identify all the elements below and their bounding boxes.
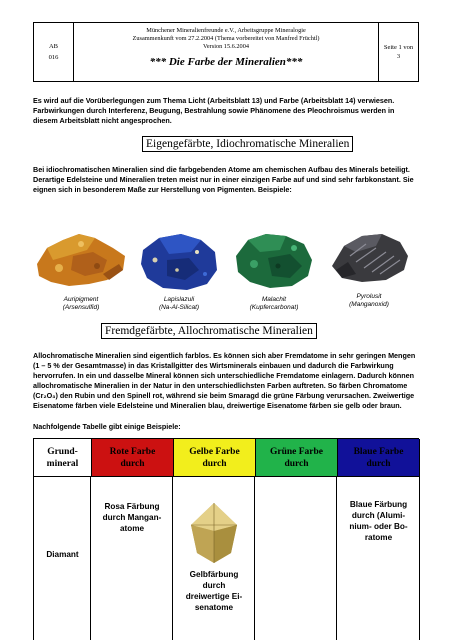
header-line2: durch (120, 458, 145, 469)
cell-yellow-diamant (173, 569, 255, 613)
meeting-line: Zusammenkunft vom 27.2.2004 (Thema vorbereitet von Manfred Früchtl) (132, 35, 320, 42)
header-line1: Grüne Farbe (269, 446, 324, 457)
caption-formula: (Na-Al-Silicat) (158, 304, 200, 311)
header-line2: durch (202, 458, 227, 469)
header-line1: Blaue Farbe (353, 446, 404, 457)
table-intro: Nachfolgende Tabelle gibt einige Beispiele: (33, 422, 181, 431)
cell-line: atome (119, 524, 145, 533)
cell-red-diamant (91, 501, 173, 534)
header-grundmineral (34, 439, 91, 477)
caption-malachit (234, 296, 314, 312)
caption-name: Lapislazuli (163, 296, 195, 303)
pyrolusit-specimen (326, 226, 412, 286)
cell-line: Gelbfärbung (189, 570, 239, 579)
cell-line: ratome (364, 533, 393, 542)
cell-diamant: Diamant (46, 550, 79, 559)
header-line2: durch (284, 458, 309, 469)
section-heading-idiochromatic: Eigengefärbte, Idiochromatische Mineralien (142, 136, 353, 152)
caption-auripigment (41, 296, 121, 312)
header-line1: Grund- (47, 446, 78, 457)
sheet-code: AB (48, 43, 59, 50)
yellow-diamond-crystal (187, 501, 241, 565)
header-red (91, 439, 173, 477)
cell-blue-diamant (337, 499, 420, 543)
cell-line: dreiwertige Ei- (185, 592, 243, 601)
header-center (74, 23, 378, 81)
allochromatic-text-b: So färben Chromatome (Cr₂O₃) den Rubin und den Spinell rot, während sie beim Smaragd die grüne Färbung verursachen. Zweiwertige Eisenatome färben viele Edelsteine und Mineralien blau, dreiwertige Eisenatome färben sie gelb oder braun. (33, 381, 415, 411)
cell-line: senatome (194, 603, 234, 612)
cell-line: nium- oder Bo- (349, 522, 408, 531)
document-header (33, 22, 419, 82)
idiochromatic-paragraph: Bei idiochromatischen Mineralien sind die farbgebenden Atome am chemischen Aufbau des Minerals beteiligt. Derartige Edelsteine und Mineralien treten meist nur in einer einzigen Farbe auf und sind sehr farbkonstant. Sie eignen sich in besonderem Maße zur Herstellung von Pigmenten. Beispiele: (33, 165, 414, 195)
section-heading-allochromatic: Fremdgefärbte, Allochromatische Mineralien (101, 323, 317, 339)
lapislazuli-specimen (137, 230, 221, 292)
malachit-specimen (232, 228, 316, 292)
intro-paragraph: Es wird auf die Vorüberlegungen zum Thema Licht (Arbeitsblatt 13) und Farbe (Arbeitsblatt 14) verwiesen. Farbwirkungen durch Interferenz, Beugung, Bestrahlung sowie Phänomene des Pleochroismus werden in diesem Arbeitsblatt nicht angesprochen. (33, 96, 395, 125)
caption-formula: (Kupfercarbonat) (249, 304, 299, 311)
caption-name: Pyrolusit (356, 293, 382, 300)
sheet-id-cell (34, 23, 74, 81)
version-line: Version 15.6.2004 (203, 43, 249, 50)
header-line2: durch (366, 458, 391, 469)
allochromatic-text-a: Allochromatische Mineralien sind eigentlich farblos. Es können sich aber Fremdatome in sehr geringen Mengen (1 – 5 % der Gesamtmasse) in das Kristallgitter des Wirtsminerals einbauen und dadurch die Farbwirkung hervorrufen. In ein und dasselbe Mineral können sich unterschiedliche Fremdatome einlagern. Dadurch können allochromatische Mineralien in der Natur in den unterschiedlichsten Farben auftreten. (33, 351, 416, 391)
page-label: Seite 1 von (383, 44, 414, 51)
caption-lapislazuli (139, 296, 219, 312)
cell-line: Blaue Färbung (349, 500, 408, 509)
auripigment-specimen (33, 226, 129, 292)
header-line2: mineral (46, 458, 79, 469)
header-green (255, 439, 337, 477)
cell-line: durch (202, 581, 226, 590)
caption-formula: (Arsensulfid) (62, 304, 100, 311)
cell-line: durch (Alumi- (351, 511, 406, 520)
cell-line: durch Mangan- (102, 513, 162, 522)
header-line1: Gelbe Farbe (189, 446, 240, 457)
allochromatic-paragraph (33, 351, 419, 412)
color-table (33, 438, 419, 640)
caption-pyrolusit (329, 293, 409, 309)
cell-line: Rosa Färbung (104, 502, 160, 511)
page-total: 3 (396, 53, 401, 60)
header-yellow (173, 439, 255, 477)
sheet-number: 016 (48, 54, 59, 61)
caption-name: Malachit (261, 296, 287, 303)
caption-name: Auripigment (63, 296, 99, 303)
page-cell (378, 23, 418, 81)
header-line1: Rote Farbe (109, 446, 156, 457)
org-line: Münchener Mineralienfreunde e.V., Arbeitsgruppe Mineralogie (146, 27, 306, 34)
document-title: *** Die Farbe der Mineralien*** (149, 56, 303, 68)
caption-formula: (Manganoxid) (349, 301, 389, 308)
header-blue (337, 439, 420, 477)
